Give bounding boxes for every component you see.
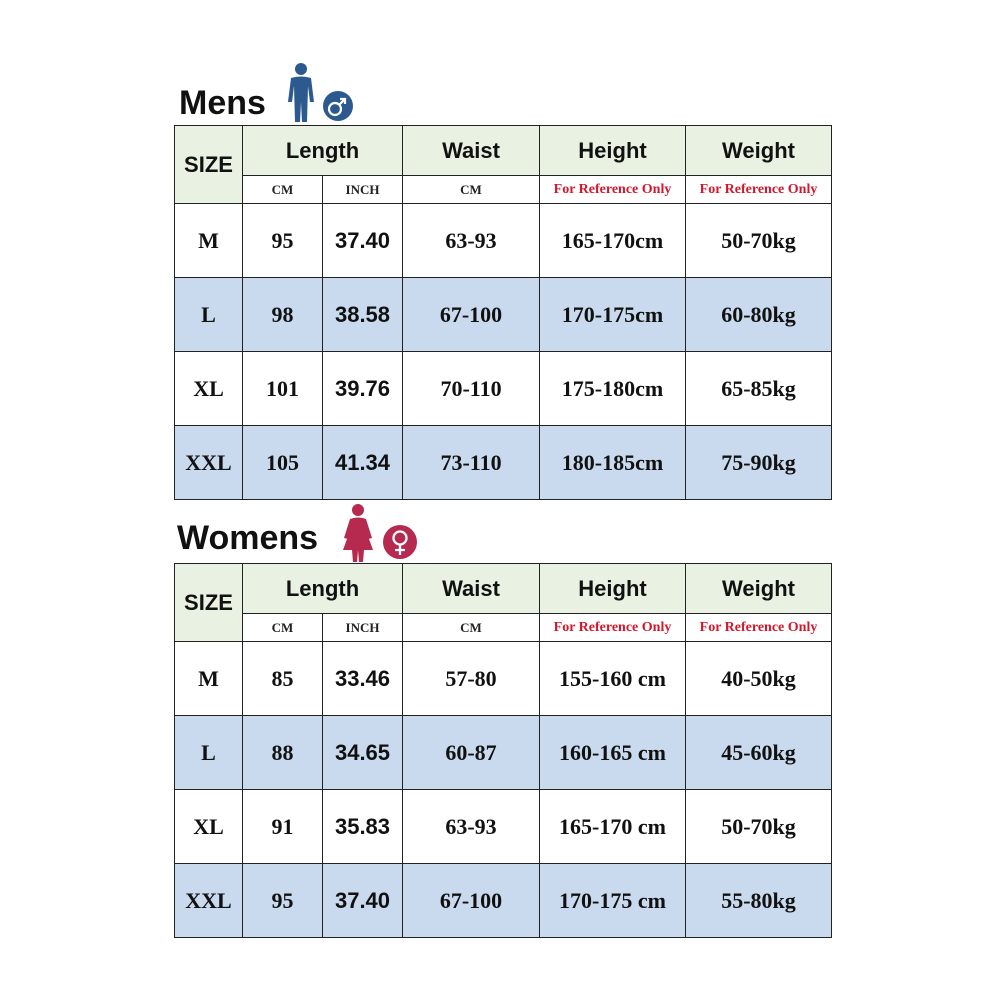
length-inch-cell: 41.34: [323, 426, 403, 500]
length-cm-cell: 95: [243, 864, 323, 938]
table-row: [175, 352, 832, 426]
waist-cell: 67-100: [403, 278, 540, 352]
weight-cell: 60-80kg: [686, 278, 832, 352]
length-inch-subheader: INCH: [323, 614, 403, 642]
mens-subheader-row: [175, 176, 832, 204]
length-header: Length: [243, 126, 403, 176]
length-cm-cell: 88: [243, 716, 323, 790]
height-cell: 165-170cm: [540, 204, 686, 278]
table-row: [175, 864, 832, 938]
size-header: SIZE: [175, 126, 243, 204]
height-cell: 170-175cm: [540, 278, 686, 352]
womens-size-table: [174, 563, 832, 938]
weight-cell: 65-85kg: [686, 352, 832, 426]
table-row: [175, 716, 832, 790]
mens-title: Mens: [179, 84, 266, 122]
length-inch-cell: 39.76: [323, 352, 403, 426]
weight-cell: 75-90kg: [686, 426, 832, 500]
waist-cell: 67-100: [403, 864, 540, 938]
table-row: [175, 642, 832, 716]
waist-cm-subheader: CM: [403, 614, 540, 642]
length-cm-cell: 95: [243, 204, 323, 278]
length-cm-cell: 105: [243, 426, 323, 500]
length-inch-cell: 35.83: [323, 790, 403, 864]
size-cell: XXL: [175, 864, 243, 938]
size-header: SIZE: [175, 564, 243, 642]
mens-size-table: [174, 125, 832, 500]
size-cell: XL: [175, 790, 243, 864]
weight-cell: 50-70kg: [686, 204, 832, 278]
weight-cell: 40-50kg: [686, 642, 832, 716]
size-cell: L: [175, 278, 243, 352]
length-inch-cell: 33.46: [323, 642, 403, 716]
length-inch-cell: 34.65: [323, 716, 403, 790]
womens-title: Womens: [177, 519, 319, 557]
table-row: [175, 204, 832, 278]
weight-header: Weight: [686, 564, 832, 614]
waist-cell: 63-93: [403, 790, 540, 864]
height-cell: 170-175 cm: [540, 864, 686, 938]
weight-cell: 45-60kg: [686, 716, 832, 790]
waist-cell: 60-87: [403, 716, 540, 790]
height-cell: 165-170 cm: [540, 790, 686, 864]
waist-cell: 63-93: [403, 204, 540, 278]
size-cell: XXL: [175, 426, 243, 500]
height-reference-note: For Reference Only: [540, 176, 686, 204]
length-header: Length: [243, 564, 403, 614]
size-cell: L: [175, 716, 243, 790]
size-cell: M: [175, 642, 243, 716]
length-cm-subheader: CM: [243, 614, 323, 642]
height-header: Height: [540, 564, 686, 614]
waist-cell: 70-110: [403, 352, 540, 426]
waist-header: Waist: [403, 564, 540, 614]
mens-header-row: [175, 126, 832, 176]
waist-cm-subheader: CM: [403, 176, 540, 204]
length-cm-cell: 85: [243, 642, 323, 716]
size-cell: XL: [175, 352, 243, 426]
weight-reference-note: For Reference Only: [686, 614, 832, 642]
length-cm-subheader: CM: [243, 176, 323, 204]
height-cell: 155-160 cm: [540, 642, 686, 716]
womens-header-row: [175, 564, 832, 614]
length-inch-subheader: INCH: [323, 176, 403, 204]
length-inch-cell: 37.40: [323, 864, 403, 938]
length-inch-cell: 38.58: [323, 278, 403, 352]
table-row: [175, 426, 832, 500]
height-cell: 160-165 cm: [540, 716, 686, 790]
womens-subheader-row: [175, 614, 832, 642]
height-cell: 175-180cm: [540, 352, 686, 426]
height-cell: 180-185cm: [540, 426, 686, 500]
length-inch-cell: 37.40: [323, 204, 403, 278]
size-cell: M: [175, 204, 243, 278]
weight-cell: 55-80kg: [686, 864, 832, 938]
weight-reference-note: For Reference Only: [686, 176, 832, 204]
length-cm-cell: 91: [243, 790, 323, 864]
waist-cell: 57-80: [403, 642, 540, 716]
weight-header: Weight: [686, 126, 832, 176]
weight-cell: 50-70kg: [686, 790, 832, 864]
table-row: [175, 790, 832, 864]
length-cm-cell: 98: [243, 278, 323, 352]
table-row: [175, 278, 832, 352]
waist-cell: 73-110: [403, 426, 540, 500]
waist-header: Waist: [403, 126, 540, 176]
length-cm-cell: 101: [243, 352, 323, 426]
height-reference-note: For Reference Only: [540, 614, 686, 642]
female-figure-icon: [340, 502, 420, 564]
height-header: Height: [540, 126, 686, 176]
male-figure-icon: [286, 62, 356, 124]
